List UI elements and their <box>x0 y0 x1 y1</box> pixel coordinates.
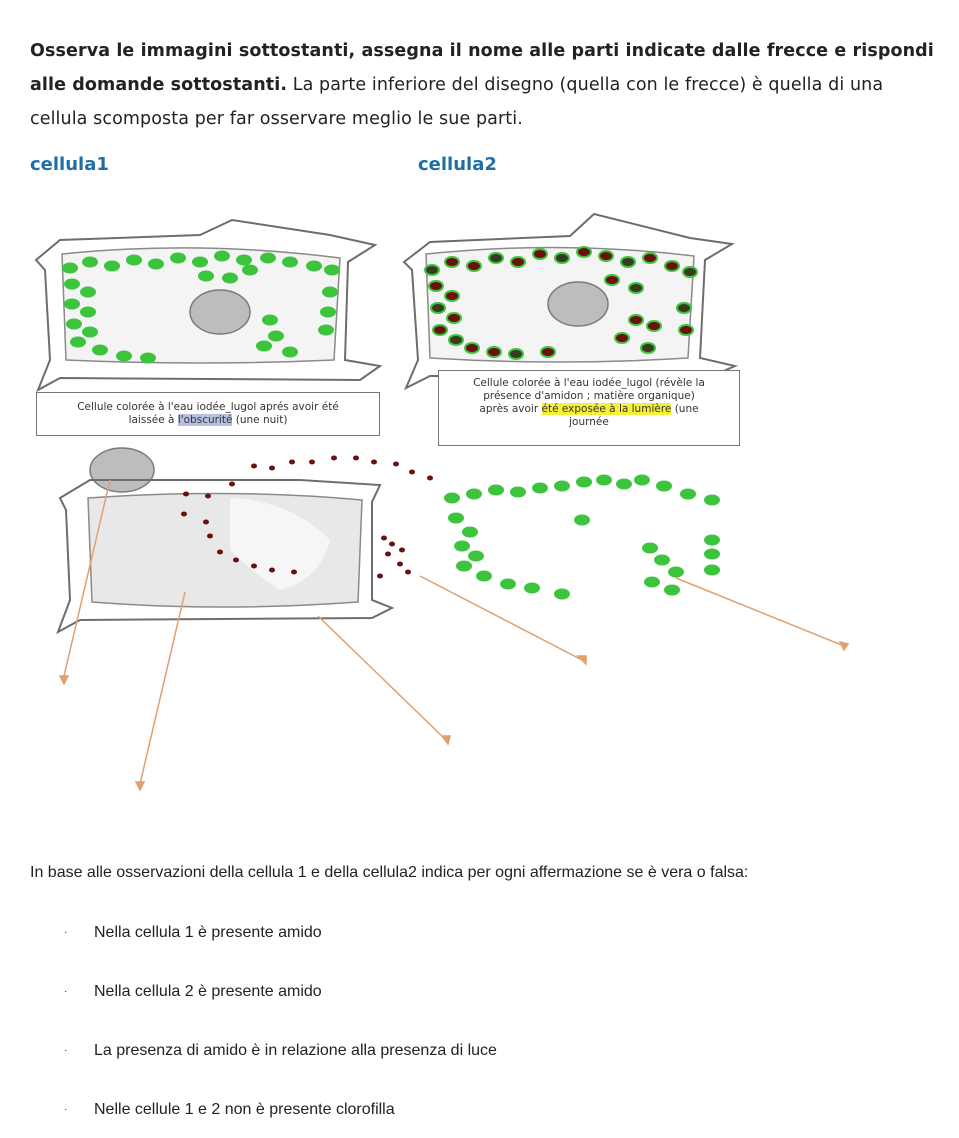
chloroplast <box>242 265 258 276</box>
chloroplast <box>462 527 478 538</box>
starch-grain <box>331 456 337 461</box>
chloroplast <box>236 255 252 266</box>
chloroplast <box>510 487 526 498</box>
chloroplast <box>654 555 670 566</box>
caption-cell2-highlight: été exposée à la lumière <box>541 403 672 415</box>
chloroplast-with-starch <box>449 335 463 345</box>
chloroplast-with-starch <box>489 253 503 263</box>
chloroplast <box>66 319 82 330</box>
chloroplast-with-starch <box>605 275 619 285</box>
starch-grain <box>251 464 257 469</box>
cell2-label: cellula2 <box>418 154 497 175</box>
starch-grain <box>409 470 415 475</box>
chloroplast <box>704 549 720 560</box>
chloroplast <box>322 287 338 298</box>
chloroplast-with-starch <box>647 321 661 331</box>
instructions <box>30 34 935 136</box>
chloroplast-with-starch <box>677 303 691 313</box>
arrow-starch-head <box>578 656 586 664</box>
chloroplast <box>262 315 278 326</box>
caption-cell1 <box>36 392 380 436</box>
instructions-bold: Osserva le immagini sottostanti, assegna il nome alle parti indicate dalle frecce e rispondi alle domande sottostanti. <box>30 41 934 95</box>
bullet-icon: · <box>64 1045 68 1057</box>
chloroplast <box>116 351 132 362</box>
chloroplast <box>222 273 238 284</box>
cell1-nucleus <box>190 290 250 334</box>
chloroplast <box>324 265 340 276</box>
caption-cell2-line4: journée <box>569 416 609 428</box>
arrow-vacuole-head <box>442 736 450 744</box>
chloroplast <box>198 271 214 282</box>
starch-grain <box>291 570 297 575</box>
chloroplast-with-starch <box>533 249 547 259</box>
chloroplast <box>64 299 80 310</box>
chloroplast <box>554 589 570 600</box>
chloroplast-with-starch <box>577 247 591 257</box>
chloroplast <box>656 481 672 492</box>
chloroplast <box>596 475 612 486</box>
chloroplast <box>148 259 164 270</box>
chloroplast-with-starch <box>445 257 459 267</box>
chloroplast-with-starch <box>643 253 657 263</box>
chloroplast-with-starch <box>445 291 459 301</box>
arrow-wall <box>140 592 185 784</box>
chloroplast-with-starch <box>487 347 501 357</box>
chloroplast-with-starch <box>429 281 443 291</box>
bullet-icon: · <box>64 927 68 939</box>
starch-grain <box>203 520 209 525</box>
chloroplast <box>466 489 482 500</box>
starch-grain <box>389 542 395 547</box>
chloroplast-with-starch <box>433 325 447 335</box>
chloroplast <box>82 257 98 268</box>
starch-grain <box>427 476 433 481</box>
chloroplast-with-starch <box>621 257 635 267</box>
starch-grain <box>371 460 377 465</box>
chloroplast <box>642 543 658 554</box>
chloroplast <box>448 513 464 524</box>
statement-2: · Nella cellula 2 è presente amido <box>64 983 322 1000</box>
chloroplast-with-starch <box>465 343 479 353</box>
bullet-icon: · <box>64 986 68 998</box>
chloroplast <box>488 485 504 496</box>
chloroplast-with-starch <box>541 347 555 357</box>
chloroplast <box>616 479 632 490</box>
chloroplast <box>104 261 120 272</box>
chloroplast <box>282 347 298 358</box>
chloroplast-with-starch <box>555 253 569 263</box>
chloroplast <box>644 577 660 588</box>
chloroplast-with-starch <box>615 333 629 343</box>
chloroplast-with-starch <box>447 313 461 323</box>
chloroplast <box>574 515 590 526</box>
chloroplast <box>634 475 650 486</box>
chloroplast <box>260 253 276 264</box>
cell1-label: cellula1 <box>30 154 109 175</box>
bullet-icon: · <box>64 1104 68 1116</box>
chloroplast-with-starch <box>431 303 445 313</box>
chloroplast <box>268 331 284 342</box>
instructions-rest: La parte inferiore del disegno (quella con le frecce) è quella di una cellula scomposta per far osservare meglio le sue parti. <box>30 75 884 129</box>
chloroplast <box>456 561 472 572</box>
chloroplast <box>80 287 96 298</box>
chloroplast <box>70 337 86 348</box>
statement-4: · Nelle cellule 1 e 2 non è presente clorofilla <box>64 1101 395 1118</box>
chloroplast <box>532 483 548 494</box>
chloroplast <box>320 307 336 318</box>
chloroplast <box>524 583 540 594</box>
starch-grain <box>207 534 213 539</box>
chloroplast-with-starch <box>509 349 523 359</box>
chloroplast <box>554 481 570 492</box>
statement-1: · Nella cellula 1 è presente amido <box>64 924 322 941</box>
chloroplast <box>282 257 298 268</box>
cell2-nucleus <box>548 282 608 326</box>
caption-cell2-line2: présence d'amidon ; matière organique) <box>483 390 695 402</box>
arrow-chloroplast-head <box>840 642 848 650</box>
starch-grain <box>269 568 275 573</box>
chloroplast <box>256 341 272 352</box>
chloroplast <box>192 257 208 268</box>
arrow-nucleus-head <box>60 676 68 684</box>
chloroplast <box>680 489 696 500</box>
starch-grain <box>309 460 315 465</box>
chloroplast <box>668 567 684 578</box>
chloroplast <box>126 255 142 266</box>
starch-grain <box>385 552 391 557</box>
chloroplast <box>476 571 492 582</box>
chloroplast-with-starch <box>683 267 697 277</box>
chloroplast <box>704 535 720 546</box>
starch-grain <box>183 492 189 497</box>
starch-grain <box>269 466 275 471</box>
caption-cell2-line1: Cellule colorée à l'eau iodée_lugol (révèle la <box>473 377 705 389</box>
caption-cell1-line1: Cellule colorée à l'eau iodée_lugol aprés avoir été <box>77 401 339 413</box>
chloroplast <box>318 325 334 336</box>
chloroplast-with-starch <box>599 251 613 261</box>
starch-grain <box>229 482 235 487</box>
caption-cell2 <box>438 370 740 446</box>
chloroplast-with-starch <box>679 325 693 335</box>
chloroplast <box>444 493 460 504</box>
chloroplast <box>62 263 78 274</box>
chloroplast-with-starch <box>665 261 679 271</box>
arrow-starch <box>420 576 582 660</box>
question-text: In base alle osservazioni della cellula 1 e della cellula2 indica per ogni affermazione se è vera o falsa: <box>30 864 749 881</box>
chloroplast-with-starch <box>629 283 643 293</box>
chloroplast <box>64 279 80 290</box>
starch-grain <box>251 564 257 569</box>
arrow-wall-head <box>136 782 144 790</box>
exploded-chloroplasts <box>444 475 720 600</box>
chloroplast-with-starch <box>641 343 655 353</box>
chloroplast <box>454 541 470 552</box>
caption-cell1-highlight: l'obscurité <box>177 414 233 426</box>
starch-grain <box>397 562 403 567</box>
chloroplast <box>704 495 720 506</box>
starch-grain <box>381 536 387 541</box>
starch-grain <box>353 456 359 461</box>
starch-grain <box>377 574 383 579</box>
chloroplast-with-starch <box>467 261 481 271</box>
cell-figure <box>0 180 959 800</box>
caption-cell2-line3: après avoir été exposée à la lumière (une <box>479 403 699 415</box>
chloroplast-with-starch <box>629 315 643 325</box>
chloroplast <box>306 261 322 272</box>
chloroplast <box>468 551 484 562</box>
starch-grain <box>181 512 187 517</box>
chloroplast <box>82 327 98 338</box>
starch-grain <box>233 558 239 563</box>
chloroplast <box>576 477 592 488</box>
starch-grain <box>289 460 295 465</box>
starch-grain <box>217 550 223 555</box>
chloroplast <box>500 579 516 590</box>
starch-grain <box>405 570 411 575</box>
arrow-chloroplast <box>676 578 844 646</box>
starch-grain <box>399 548 405 553</box>
chloroplast <box>214 251 230 262</box>
exploded-nucleus <box>90 448 154 492</box>
chloroplast <box>92 345 108 356</box>
chloroplast <box>664 585 680 596</box>
chloroplast-with-starch <box>511 257 525 267</box>
starch-grain <box>393 462 399 467</box>
arrow-vacuole <box>318 616 446 740</box>
chloroplast <box>704 565 720 576</box>
chloroplast-with-starch <box>425 265 439 275</box>
caption-cell1-line2: laissée à l'obscurité (une nuit) <box>128 414 288 426</box>
chloroplast <box>170 253 186 264</box>
statement-3: · La presenza di amido è in relazione alla presenza di luce <box>64 1042 497 1059</box>
chloroplast <box>140 353 156 364</box>
chloroplast <box>80 307 96 318</box>
starch-grain <box>205 494 211 499</box>
